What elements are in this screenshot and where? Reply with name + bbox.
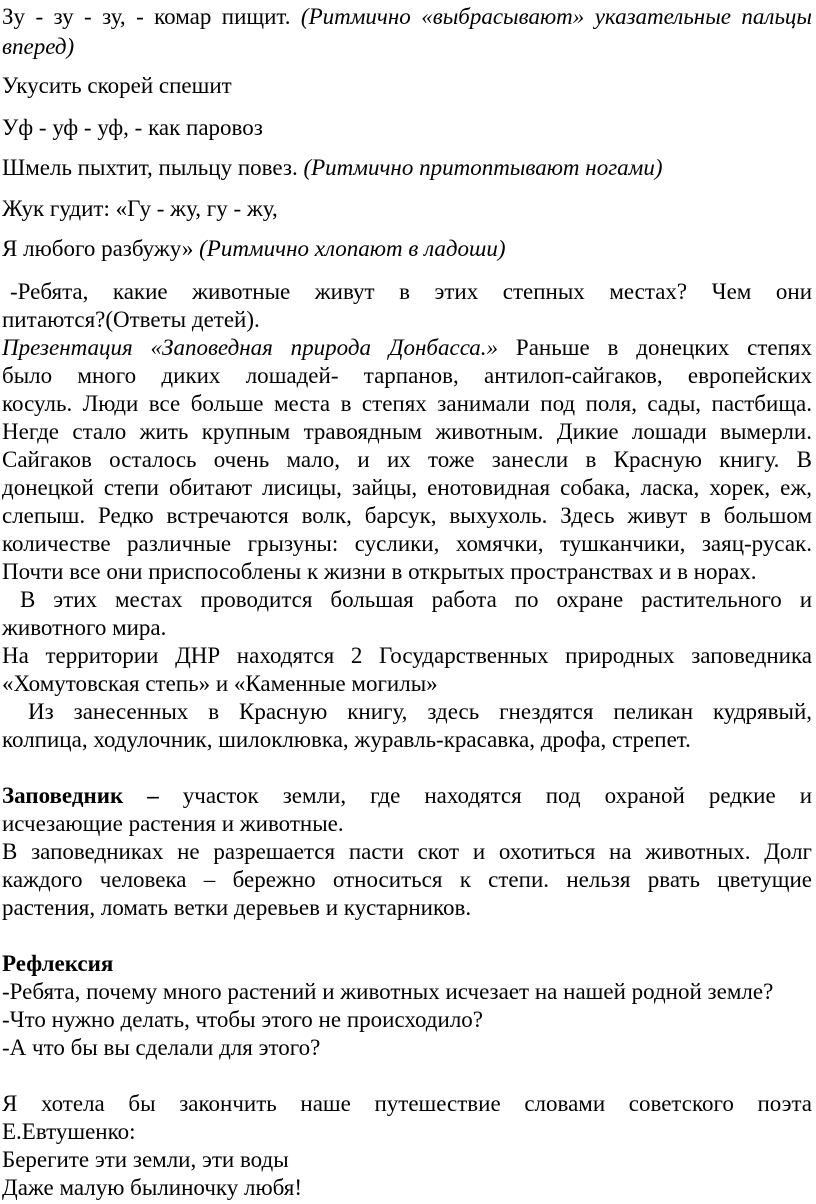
poem-text: Зу - зу - зу, - комар пищит. [2,4,301,29]
discussion-question-cont: питаются?(Ответы детей). [2,307,260,332]
presentation-line: колпица, ходулочник, шилоклювка, журавль-красавка, дрофа, стрепет. [2,727,691,752]
discussion-question: -Ребята, какие животные живут в этих степных местах? Чем они [10,279,812,304]
presentation-line: слепыш. Редко встречаются волк, барсук, выхухоль. Здесь живут в большом [2,503,812,528]
poem-line-5 [2,154,812,182]
presentation-line: было много диких лошадей- тарпанов, антилоп-сайгаков, европейских [2,363,812,388]
presentation-line: «Хомутовская степь» и «Каменные могилы» [2,671,438,696]
closing-line: Я хотела бы закончить наше путешествие словами советского поэта [2,1091,812,1116]
poem-line-4: Уф - уф - уф, - как паровоз [2,115,263,140]
presentation-line: косуль. Люди все больше места в степях занимали под поля, сады, пастбища. [2,391,812,416]
poem-stage-direction: (Ритмично хлопают в ладоши) [199,236,506,261]
presentation-text: Раньше в донецких степях [498,335,812,360]
presentation-line: животного мира. [2,615,167,640]
poem-line-7 [2,235,812,263]
presentation-line: Негде стало жить крупным травоядным животным. Дикие лошади вымерли. [2,419,812,444]
poem-stage-direction: (Ритмично притоптывают ногами) [303,155,663,180]
poem-line-3: Укусить скорей спешит [2,73,232,98]
presentation-line: В этих местах проводится большая работа по охране растительного и [20,587,812,612]
presentation-line: Почти все они приспособлены к жизни в открытых пространствах и в норах. [2,559,757,584]
definition-text: участок земли, где находятся под охраной редкие и [182,783,813,808]
reflection-question: -А что бы вы сделали для этого? [2,1035,321,1060]
definition-line: исчезающие растения и животные. [2,811,344,836]
reflection-question: -Ребята, почему много растений и животных исчезает на нашей родной земле? [2,979,774,1004]
definition-line: растения, ломать ветки деревьев и кустарников. [2,895,472,920]
definition-term: Заповедник – [2,783,183,808]
poem-text: Шмель пыхтит, пыльцу повез. [2,155,304,180]
poem-line-6: Жук гудит: «Гу - жу, гу - жу, [2,196,278,221]
presentation-line: Из занесенных в Красную книгу, здесь гнездятся пеликан кудрявый, [28,699,812,724]
reflection-heading: Рефлексия [2,951,114,976]
poem-stage-direction: (Ритмично «выбрасывают» указательные пальцы [300,4,812,29]
presentation-line: На территории ДНР находятся 2 Государственных природных заповедника [2,643,812,668]
definition-line: каждого человека – бережно относиться к степи. нельзя рвать цветущие [2,867,812,892]
reflection-question: -Что нужно делать, чтобы этого не происходило? [2,1007,484,1032]
presentation-line: количестве различные грызуны: суслики, хомячки, тушканчики, заяц-русак. [2,531,812,556]
closing-line: Е.Евтушенко: [2,1119,136,1144]
presentation-line: донецкой степи обитают лисицы, зайцы, енотовидная собака, ласка, хорек, еж, [2,475,812,500]
closing-poem-line: Даже малую былиночку любя! [2,1175,303,1200]
poem-text: Я любого разбужу» [2,236,200,261]
poem-line-1 [2,3,812,31]
definition-line: В заповедниках не разрешается пасти скот и охотиться на животных. Долг [2,839,812,864]
closing-poem-line: Берегите эти земли, эти воды [2,1147,289,1172]
presentation-title: Презентация «Заповедная природа Донбасса.» [2,335,499,360]
definition-line-1 [2,782,812,810]
presentation-line: Сайгаков осталось очень мало, и их тоже занесли в Красную книгу. В [2,447,812,472]
presentation-line-1 [2,334,812,362]
poem-stage-direction: вперед) [2,34,75,59]
